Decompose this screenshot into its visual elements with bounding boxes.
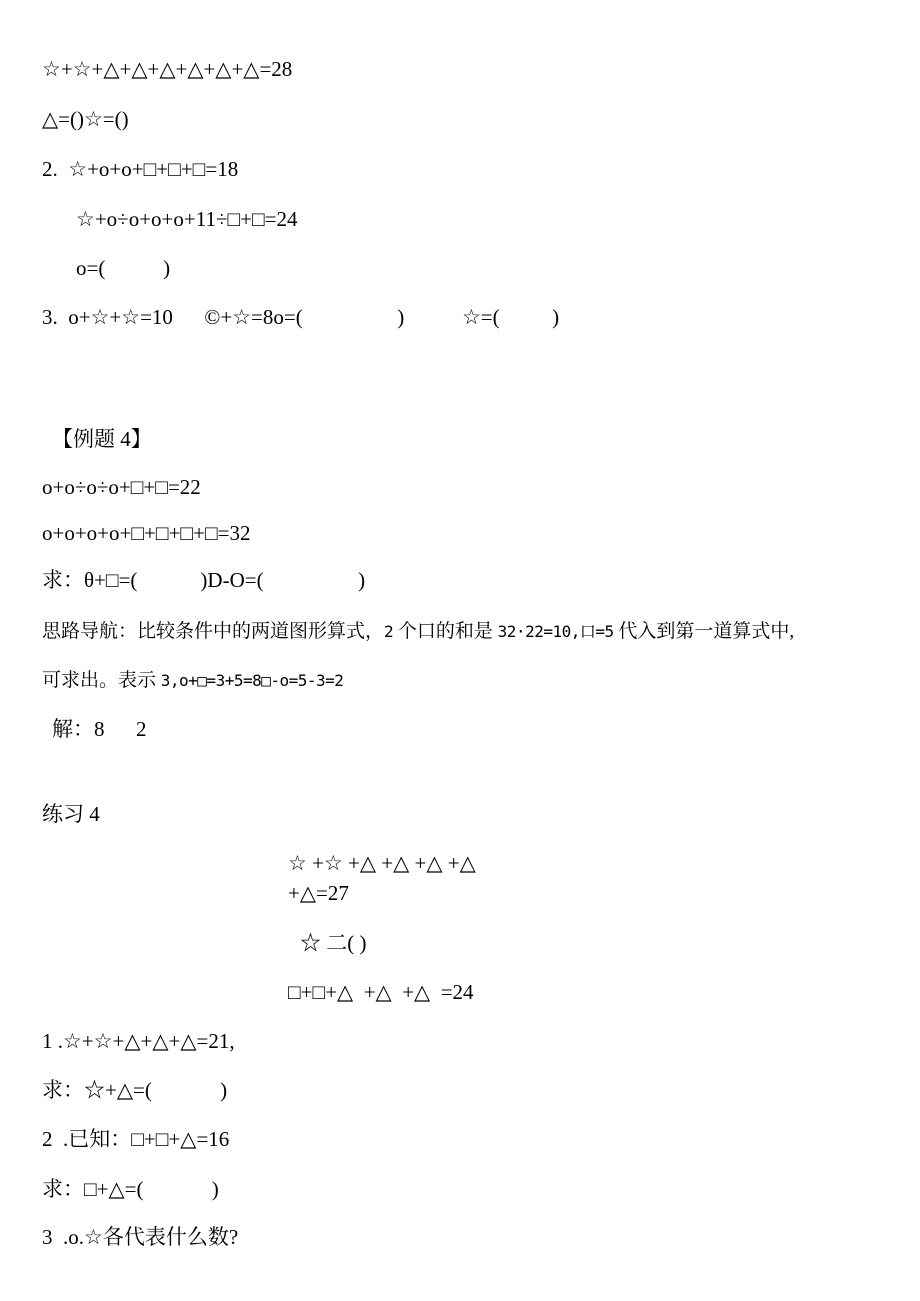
example-4-hint-line-2 — [42, 668, 343, 694]
hint-text: 可求出。表示 — [42, 670, 161, 691]
equation-stars-triangles: ☆+☆+△+△+△+△+△+△=28 — [42, 57, 293, 81]
hint-number: 2 — [384, 622, 394, 641]
practice-4-center-equation-1b: +△=27 — [288, 881, 349, 905]
example-4-equation-1: o+o÷o÷o+□+□=22 — [42, 475, 201, 499]
problem-2-equation-2: ☆+o÷o+o+o+11÷□+□=24 — [76, 207, 298, 231]
example-4-heading: 【例题 4】 — [52, 427, 152, 451]
hint-text: 思路导航：比较条件中的两道图形算式， — [42, 621, 385, 642]
problem-2-equation-1: 2. ☆+o+o+□+□+□=18 — [42, 157, 239, 181]
example-4-question: 求：θ+□=( )D-O=( ) — [42, 568, 366, 592]
practice-4-heading: 练习 4 — [42, 802, 100, 826]
hint-formula: 32·22=10,口=5 — [497, 622, 614, 641]
example-4-solution: 解：8 2 — [52, 717, 147, 741]
practice-question-1-ask: 求：☆+△=( ) — [42, 1078, 228, 1102]
problem-2-answer: o=( ) — [76, 256, 171, 280]
problem-3-equation: 3. o+☆+☆=10 ©+☆=8o=( ) ☆=( ) — [42, 305, 560, 329]
example-4-equation-2: o+o+o+o+□+□+□+□=32 — [42, 521, 251, 545]
practice-question-1: 1 .☆+☆+△+△+△=21, — [42, 1029, 235, 1053]
practice-4-center-equation-2: ☆ 二( ) — [300, 931, 367, 955]
hint-text: 个口的和是 — [393, 621, 498, 642]
practice-4-center-equation-3: □+□+△ +△ +△ =24 — [288, 980, 474, 1004]
hint-formula: 3,o+□=3+5=8□-o=5-3=2 — [160, 671, 344, 690]
practice-question-2-ask: 求：□+△=( ) — [42, 1177, 219, 1201]
example-4-hint-line-1 — [42, 619, 794, 645]
practice-question-2: 2 .已知：□+□+△=16 — [42, 1127, 230, 1151]
hint-text: 代入到第一道算式中, — [613, 621, 795, 642]
practice-4-center-equation-1a: ☆ +☆ +△ +△ +△ +△ — [288, 851, 476, 875]
practice-question-3: 3 .o.☆各代表什么数? — [42, 1225, 239, 1249]
answer-triangle-star: △=()☆=() — [42, 107, 129, 131]
